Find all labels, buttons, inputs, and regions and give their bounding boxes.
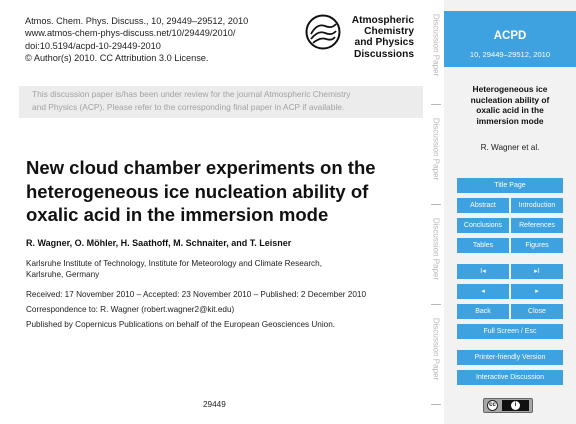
author-list: R. Wagner, O. Möhler, H. Saathoff, M. Schnaiter, and T. Leisner: [26, 238, 292, 248]
journal-logo: [305, 12, 420, 68]
affiliation: Karlsruhe Institute of Technology, Institute for Meteorology and Climate Research, Karlsruhe, Germany: [26, 259, 322, 279]
logo-wordmark: Atmospheric Chemistry and Physics Discussions: [351, 15, 414, 60]
navigation-sidebar: [444, 0, 576, 424]
discussion-paper-label: Discussion Paper: [431, 317, 441, 381]
publisher-line: Published by Copernicus Publications on behalf of the European Geosciences Union.: [26, 320, 336, 329]
short-author: R. Wagner et al.: [480, 143, 540, 152]
review-notice: This discussion paper is/has been under review for the journal Atmospheric Chemistry and Physics (ACP). Please refer to the corresponding final paper in ACP if available.: [19, 86, 423, 118]
journal-reference: 10, 29449–29512, 2010: [469, 50, 551, 59]
url-line[interactable]: www.atmos-chem-phys-discuss.net/10/29449/2010/: [25, 28, 236, 39]
tables-button[interactable]: Tables: [457, 238, 509, 253]
close-button[interactable]: Close: [511, 304, 563, 319]
journal-line: Atmos. Chem. Phys. Discuss., 10, 29449–29512, 2010: [25, 16, 249, 26]
strip-separator: [431, 404, 441, 405]
discussion-paper-label: Discussion Paper: [431, 117, 441, 181]
printer-friendly-button[interactable]: Printer-friendly Version: [457, 350, 563, 365]
title-page-button[interactable]: Title Page: [457, 178, 563, 193]
references-button[interactable]: References: [511, 218, 563, 233]
next-page-button[interactable]: ▸: [511, 284, 563, 299]
received-dates: Received: 17 November 2010 – Accepted: 23 November 2010 – Published: 2 December 2010: [26, 290, 366, 299]
full-screen-button[interactable]: Full Screen / Esc: [457, 324, 563, 339]
citation-block: [25, 15, 248, 65]
abstract-button[interactable]: Abstract: [457, 198, 509, 213]
journal-banner: [444, 11, 576, 67]
last-page-button[interactable]: ▸I: [511, 264, 563, 279]
discussion-paper-label: Discussion Paper: [431, 217, 441, 281]
first-page-button[interactable]: I◂: [457, 264, 509, 279]
correspondence: Correspondence to: R. Wagner (robert.wagner2@kit.edu): [26, 305, 235, 314]
discussion-paper-strip: [428, 0, 444, 424]
discussion-paper-label: Discussion Paper: [431, 13, 441, 77]
conclusions-button[interactable]: Conclusions: [457, 218, 509, 233]
introduction-button[interactable]: Introduction: [511, 198, 563, 213]
creative-commons-icon: cc: [487, 400, 498, 411]
attribution-person-icon: i: [511, 401, 520, 410]
figures-button[interactable]: Figures: [511, 238, 563, 253]
short-title: Heterogeneous ice nucleation ability of oxalic acid in the immersion mode: [470, 84, 550, 126]
paper-title: New cloud chamber experiments on the heterogeneous ice nucleation ability of oxalic acid in the immersion mode: [26, 157, 376, 225]
egu-logo-icon: [305, 14, 341, 50]
interactive-discussion-button[interactable]: Interactive Discussion: [457, 370, 563, 385]
cc-by-icon: [502, 400, 529, 411]
copyright-line: © Author(s) 2010. CC Attribution 3.0 License.: [25, 53, 209, 64]
journal-abbrev: ACPD: [493, 30, 527, 42]
back-button[interactable]: Back: [457, 304, 509, 319]
doi-line: doi:10.5194/acpd-10-29449-2010: [25, 40, 161, 51]
cc-license-badge[interactable]: [483, 398, 533, 413]
previous-page-button[interactable]: ◂: [457, 284, 509, 299]
page-number: 29449: [203, 400, 226, 409]
